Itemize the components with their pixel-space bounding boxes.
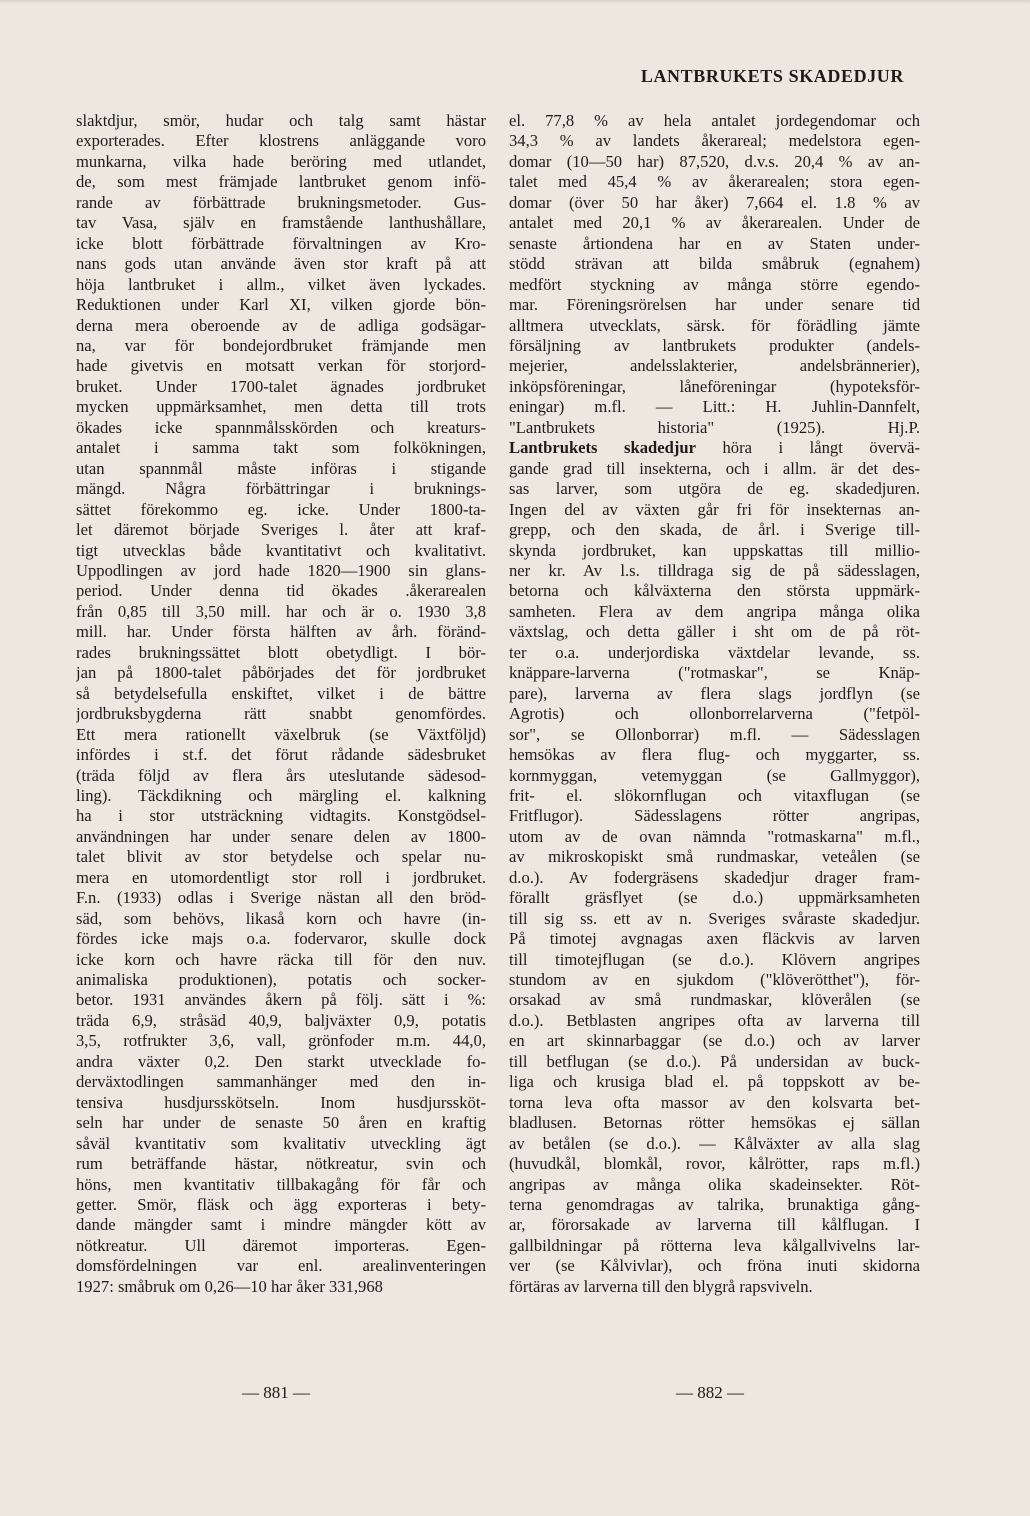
text-line: jan på 1800-talet påbörjades det för jordbruket xyxy=(76,663,486,683)
page-number-right: — 882 — xyxy=(676,1383,744,1402)
text-line: rande av förbättrade brukningsmetoder. Gus- xyxy=(76,192,486,212)
text-line: försäljning av lantbrukets produkter (andels- xyxy=(509,335,920,355)
text-line: förtäras av larverna till den blygrå rapsviveln. xyxy=(509,1276,813,1296)
text-line: getter. Smör, fläsk och ägg exporteras i bety- xyxy=(76,1195,486,1215)
article-headword: Lantbrukets skadedjur xyxy=(509,438,696,458)
text-line: gallbildningar på rötterna leva kålgallvivelns lar- xyxy=(509,1235,920,1255)
left-text-column xyxy=(76,111,486,1297)
text-line: såväl kvantitativ som kvalitativ utveckling ägt xyxy=(76,1133,486,1153)
text-line: 34,3 % av landets åkerareal; medelstora egen- xyxy=(509,131,920,151)
text-line: talet med 45,4 % av åkerarealen; stora egen- xyxy=(509,172,920,192)
text-line: Ingen del av växten går fri för insekternas an- xyxy=(509,499,920,519)
text-line: utan spannmål måste införas i stigande xyxy=(76,458,486,478)
text-line: derväxtodlingen sammanhänger med den in- xyxy=(76,1072,486,1092)
text-line: rum beträffande hästar, nötkreatur, svin och xyxy=(76,1154,486,1174)
text-line: infördes i st.f. det förut rådande sädesbruket xyxy=(76,745,486,765)
text-line: tav Vasa, själv en framstående lanthushållare, xyxy=(76,213,486,233)
text-line: samheten. Flera av dem angripa många olika xyxy=(509,601,920,621)
text-line: torna leva ofta massor av den kolsvarta bet- xyxy=(509,1092,920,1112)
text-line: hade givetvis en motsatt verkan för storjord- xyxy=(76,356,486,376)
text-line: exporterades. Efter klostrens anläggande voro xyxy=(76,131,486,151)
text-line: let däremot började Sveriges l. åter att kraf- xyxy=(76,520,486,540)
text-line: gande grad till insekterna, och i allm. är det des- xyxy=(509,458,920,478)
text-line: en art skinnarbaggar (se d.o.) och av larver xyxy=(509,1031,920,1051)
text-line: bruket. Under 1700-talet ägnades jordbruket xyxy=(76,376,486,396)
text-line: utom av de ovan nämnda "rotmaskarna" m.fl., xyxy=(509,826,920,846)
text-line: nans gods utan använde även stor kraft på att xyxy=(76,254,486,274)
text-line: Ett mera rationellt växelbruk (se Växtföljd) xyxy=(76,724,486,744)
text-line: eningar) m.fl. — Litt.: H. Juhlin-Dannfelt, xyxy=(509,397,920,417)
right-text-column xyxy=(509,111,920,1297)
text-line: period. Under denna tid ökades .åkerarealen xyxy=(76,581,486,601)
text-line: liga och krusiga blad el. på toppskott av be- xyxy=(509,1072,920,1092)
text-line: na, var för bondejordbruket främjande men xyxy=(76,335,486,355)
page-top-edge xyxy=(0,0,1030,4)
text-line: ling). Täckdikning och märgling el. kalkning xyxy=(76,785,486,805)
text-line: fördes icke majs o.a. fodervaror, skulle dock xyxy=(76,929,486,949)
text-line: domar (10—50 har) 87,520, d.v.s. 20,4 % av an- xyxy=(509,151,920,171)
text-line: inköpsföreningar, låneföreningar (hypoteksför- xyxy=(509,376,920,396)
text-line: domsfördelningen var enl. arealinventeringen xyxy=(76,1256,486,1276)
text-line: förallt gräsflyet (se d.o.) uppmärksamheten xyxy=(509,888,920,908)
text-line: mycken uppmärksamhet, men detta till trots xyxy=(76,397,486,417)
text-line: mill. har. Under första hälften av årh. föränd- xyxy=(76,622,486,642)
text-line: betor. 1931 användes åkern på följ. sätt i %: xyxy=(76,990,486,1010)
text-line: mängd. Några förbättringar i bruknings- xyxy=(76,479,486,499)
text-line: talet blivit av stor betydelse och spelar nu- xyxy=(76,847,486,867)
text-line: ner kr. Av l.s. tilldraga sig de på sädesslagen, xyxy=(509,560,920,580)
text-line: ter o.a. underjordiska växtdelar levande, ss. xyxy=(509,642,920,662)
text-line: till timotejflugan (se d.o.). Klövern angripes xyxy=(509,949,920,969)
text-line: alltmera utvecklats, särsk. för förädling jämte xyxy=(509,315,920,335)
text-line: el. 77,8 % av hela antalet jordegendomar och xyxy=(509,111,920,130)
running-head: LANTBRUKETS SKADEDJUR xyxy=(640,66,904,86)
text-line: nötkreatur. Ull däremot importeras. Egen- xyxy=(76,1235,486,1255)
text-line: dande mängder samt i mindre mängder kött av xyxy=(76,1215,486,1235)
text-line: medfört styckning av många större egendo- xyxy=(509,274,920,294)
text-line: 1927: småbruk om 0,26—10 har åker 331,968 xyxy=(76,1276,383,1296)
text-line: sättet förekommo eg. icke. Under 1800-ta- xyxy=(76,499,486,519)
article-headword-line: Lantbrukets skadedjur höra i långt övervä- xyxy=(509,438,920,458)
text-line: Uppodlingen av jord hade 1820—1900 sin glans- xyxy=(76,560,486,580)
text-line: höns, men kvantitativ tillbakagång för får och xyxy=(76,1174,486,1194)
text-line: icke korn och havre räcka till för den nuv. xyxy=(76,949,486,969)
text-line: ver (se Kålvivlar), och fröna inuti skidorna xyxy=(509,1256,920,1276)
text-line: terna genomdragas av talrika, brunaktiga gång- xyxy=(509,1195,920,1215)
text-line: Agrotis) och ollonborrelarverna ("fetpöl- xyxy=(509,704,920,724)
text-line: F.n. (1933) odlas i Sverige nästan all den bröd- xyxy=(76,888,486,908)
text-line: användningen har under senare delen av 1800- xyxy=(76,826,486,846)
text-line: antalet med 20,1 % av åkerarealen. Under de xyxy=(509,213,920,233)
text-line: höja lantbruket i allm., vilket även lyckades. xyxy=(76,274,486,294)
page-number-left: — 881 — xyxy=(242,1383,310,1402)
text-line: På timotej avgnagas axen fläckvis av larven xyxy=(509,929,920,949)
text-line: sor", se Ollonborrar) m.fl. — Sädesslagen xyxy=(509,724,920,744)
text-line: domar (över 50 har åker) 7,664 el. 1.8 % av xyxy=(509,192,920,212)
text-line: skynda jordbruket, kan uppskattas till millio- xyxy=(509,540,920,560)
text-line: från 0,85 till 3,50 mill. har och är o. 1930 3,8 xyxy=(76,601,486,621)
text-line: antalet i samma takt som folkökningen, xyxy=(76,438,486,458)
text-line: mejerier, andelsslakterier, andelsbrännerier), xyxy=(509,356,920,376)
text-line: sas larver, som utgöra de eg. skadedjuren. xyxy=(509,479,920,499)
text-line: "Lantbrukets historia" (1925). Hj.P. xyxy=(509,417,920,437)
text-line: icke blott förbättrade förvaltningen av Kro- xyxy=(76,233,486,253)
text-line: senaste årtiondena har en av Staten under- xyxy=(509,233,920,253)
text-line: betorna och kålväxterna den största uppmärk- xyxy=(509,581,920,601)
text-line: tensiva husdjursskötseln. Inom husdjurssköt- xyxy=(76,1092,486,1112)
text-line: växtslag, och detta gäller i sht om de på röt- xyxy=(509,622,920,642)
text-line: orsakad av små rundmaskar, klöverålen (se xyxy=(509,990,920,1010)
text-line: munkarna, vilka hade beröring med utlandet, xyxy=(76,151,486,171)
text-line: knäppare-larverna ("rotmaskar", se Knäp- xyxy=(509,663,920,683)
text-line: 3,5, rotfrukter 3,6, vall, grönfoder m.m. 44,0, xyxy=(76,1031,486,1051)
text-line: andra växter 0,2. Den starkt utvecklade fo- xyxy=(76,1051,486,1071)
text-line: säd, som behövs, likaså korn och havre (in- xyxy=(76,908,486,928)
text-line: av betålen (se d.o.). — Kålväxter av alla slag xyxy=(509,1133,920,1153)
text-line: ar, förorsakade av larverna till kålflugan. I xyxy=(509,1215,920,1235)
text-line: ökades icke spannmålsskörden och kreaturs- xyxy=(76,417,486,437)
text-line: av mikroskopiskt små rundmaskar, veteålen (se xyxy=(509,847,920,867)
text-line: d.o.). Betblasten angripes ofta av larverna till xyxy=(509,1010,920,1030)
text-line: frit- el. slökornflugan och vitaxflugan (se xyxy=(509,785,920,805)
text-line: bladlusen. Betornas rötter hemsökas ej sällan xyxy=(509,1113,920,1133)
text-line: stundom av en sjukdom ("klöverötthet"), för- xyxy=(509,970,920,990)
text-line: derna mera oberoende av de adliga godsägar- xyxy=(76,315,486,335)
text-line: rades brukningssättet blott obetydligt. I bör- xyxy=(76,642,486,662)
text-line: ha i stor utsträckning vidtagits. Konstgödsel- xyxy=(76,806,486,826)
text-line: till betflugan (se d.o.). På undersidan av buck- xyxy=(509,1051,920,1071)
text-line: så betydelsefulla enskiftet, vilket i de bättre xyxy=(76,683,486,703)
text-line: (träda följd av flera års uteslutande sädesod- xyxy=(76,765,486,785)
text-line: tigt utvecklas både kvantitativt och kvalitativt. xyxy=(76,540,486,560)
text-line: slaktdjur, smör, hudar och talg samt hästar xyxy=(76,111,486,130)
text-line: mera en utomordentligt stor roll i jordbruket. xyxy=(76,867,486,887)
text-line: grepp, och den skada, de årl. i Sverige till- xyxy=(509,520,920,540)
text-line: d.o.). Av fodergräsens skadedjur drager fram- xyxy=(509,867,920,887)
text-line: stödd strävan att bilda småbruk (egnahem) xyxy=(509,254,920,274)
text-line: (huvudkål, blomkål, rovor, kålrötter, raps m.fl.) xyxy=(509,1154,920,1174)
text-line: Reduktionen under Karl XI, vilken gjorde bön- xyxy=(76,295,486,315)
text-line: hemsökas av flera flug- och myggarter, ss. xyxy=(509,745,920,765)
text-line: seln har under de senaste 50 åren en kraftig xyxy=(76,1113,486,1133)
text-line: pare), larverna av flera slags jordflyn (se xyxy=(509,683,920,703)
text-line: till sig ss. ett av n. Sveriges svåraste skadedjur. xyxy=(509,908,920,928)
text-line: träda 6,9, stråsäd 40,9, baljväxter 0,9, potatis xyxy=(76,1010,486,1030)
text-line: kornmyggan, vetemyggan (se Gallmyggor), xyxy=(509,765,920,785)
text-line: animaliska produktionen), potatis och socker- xyxy=(76,970,486,990)
text-line: mar. Föreningsrörelsen har under senare tid xyxy=(509,295,920,315)
text-line: de, som mest främjade lantbruket genom infö- xyxy=(76,172,486,192)
text-line: angripas av många olika skadeinsekter. Röt- xyxy=(509,1174,920,1194)
text-line: Fritflugor). Sädesslagens rötter angripas, xyxy=(509,806,920,826)
text-line: jordbruksbygderna rätt snabbt genomfördes. xyxy=(76,704,486,724)
